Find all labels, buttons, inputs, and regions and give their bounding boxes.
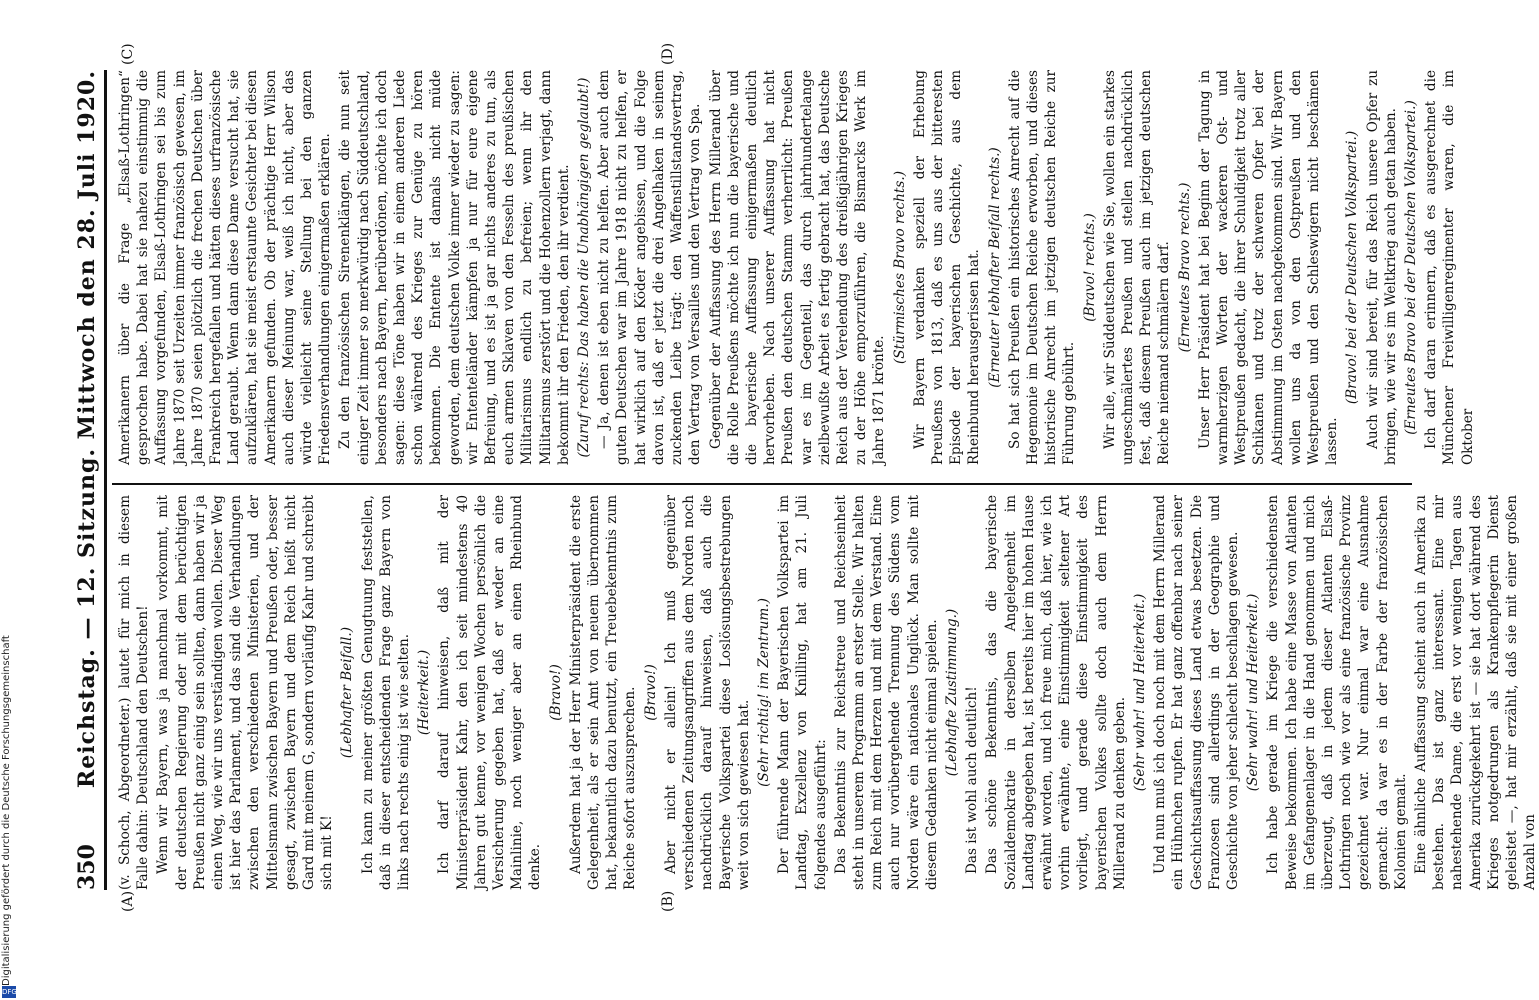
margin-marker-d: (D) [660,42,676,65]
paragraph: Außerdem hat ja der Herr Ministerpräsident die erste Gelegenheit, als er sein Amt von neuem übernommen hat, bekanntlich dazu benutzt, ein Treuebekenntnis zum Reiche sofort auszusprechen. [567,495,639,890]
paragraph: Amerikanern über die Frage „Elsaß-Lothringen“ gesprochen habe. Dabei hat sie nahezu einstimmig die Auffassung vorgefunden, Elsaß-Lothringen sei bis zum Jahre 1870 seit Urzeiten immer französisch gewesen, im Jahre 1870 seien plötzlich die frechen Deutschen über Frankreich hergefallen und hätten dieses urfranzösische Land geraubt. Wenn dann diese Dame versucht hat, sie aufzuklären, hat sie meist erstaunte Gesichter bei diesen Amerikanern gefunden. Ob der prächtige Herr Wilson auch dieser Meinung war, weiß ich nicht, aber das würde vielleicht seine Stellung bei den ganzen Friedensverhandlungen einigermaßen erklären. [117,70,334,465]
paragraph: Ich habe gerade im Kriege die verschiedensten Beweise bekommen. Ich habe eine Masse von Atlanten im Gefangenenlager in die Hand genommen und mich überzeugt, daß in jedem dieser Atlanten Elsaß-Lothringen noch wie vor als eine französische Provinz gezeichnet war. Nur einmal war eine Ausnahme gemacht: da war es in der Farbe der französischen Kolonien gemalt. [1265,495,1409,890]
paragraph: Wenn wir Bayern, was ja manchmal vorkommt, mit der deutschen Regierung oder mit dem berüchtigten Preußen nicht ganz einig sein sollten, dann haben wir ja einen Weg, wie wir uns verständigen wollen. Dieser Weg ist hier das Parlament, und das sind die Verhandlungen zwischen den verschiedenen Ministerien, und der Mittelsmann zwischen Bayern und Preußen oder, besser gesagt, zwischen Bayern und dem Reich heißt nicht Gard mit meinem G, sondern vorläufig Kahr und schreibt sich mit K! [155,495,336,890]
paragraph: Ich darf daran erinnern, daß es ausgerechnet die Münchener Freiwilligenregimenter waren, die im Oktober [1423,70,1476,465]
paragraph: Auch wir sind bereit, für das Reich unsere Opfer zu bringen, wie wir es im Weltkrieg auch getan haben. [1364,70,1399,465]
interjection: (Erneutes Bravo bei der Deutschen Volkspartei.) [1403,100,1420,435]
interjection: (Stürmisches Bravo rechts.) [891,171,908,365]
interjection: (Sehr wahr! und Heiterkeit.) [1131,593,1148,792]
page-number: 350 [74,844,100,890]
column-divider [112,483,1412,485]
paragraph: Ich kann zu meiner größten Genugtuung feststellen, daß in dieser entscheidenden Frage ganz Bayern von links nach rechts einig ist wie selten. [359,495,413,890]
paragraph: Eine ähnliche Auffassung scheint auch in Amerika zu bestehen. Das ist ganz interessant. Eine mir nahestehende Dame, die erst vor wenigen Tagen aus Amerika zurückgekehrt ist — sie hat dort während des Krieges notgedrungen als Krankenpflegerin Dienst geleistet —, hat mir erzählt, daß sie mit einer großen Anzahl von [1413,495,1539,890]
interjection: (Heiterkeit.) [416,649,433,736]
interjection: (Bravo! bei der Deutschen Volkspartei.) [1344,130,1361,405]
interjection: (Zuruf rechts: Das haben die Unabhängigen geglaubt!) [576,77,593,458]
paragraph: Der führende Mann der Bayerischen Volkspartei im Landtag, Exzellenz von Knilling, hat am 21. Juli folgendes ausgeführt: [776,495,829,890]
paragraph: — Ja, denen ist eben nicht zu helfen. Aber auch dem guten Deutschen war im Jahre 1918 nicht zu helfen, er hat wirklich auf den Köder angebissen, und die Folge davon ist, daß er jetzt die drei Angelhaken in seinem zuckenden Leibe trägt: den Waffenstillstandsvertrag, den Vertrag von Versailles und den Vertrag von Spa. [596,70,704,465]
interjection: (Lebhafte Zustimmung.) [943,608,960,777]
paragraph: Gegenüber der Auffassung des Herrn Millerand über die Rolle Preußens möchte ich nun die bayerische und die bayerische Auffassung einigermaßen deutlich hervorheben. Nach unserer Auffassung hat nicht Preußen den deutschen Stamm verherrlicht: Preußen war es im Gegenteil, das durch jahrhundertelange zielbewußte Arbeit es fertig gebracht hat, das Deutsche Reich aus der Verelendung des dreißigjährigen Krieges zu der Höhe emporzuführen, die Bismarcks Werk im Jahre 1871 krönte. [707,70,888,465]
paragraph: Das ist wohl auch deutlich! [964,686,981,874]
paragraph: Wir Bayern verdanken speziell der Erhebung Preußens von 1813, daß es uns aus der bitteresten Episode der bayerischen Geschichte, aus dem Rheinbund herausgerissen hat. [911,70,983,465]
margin-marker-b: (B) [660,890,676,912]
paragraph: Zu den französischen Sirenenklängen, die nun seit einiger Zeit immer so merkwürdig nach Süddeutschland, besonders nach Bayern, herüberdönen, möchte ich doch sagen: diese Töne haben wir in einem anderen Liede schon während des Krieges zur Genüge zu hören bekommen. Die Entente ist damals nicht müde geworden, dem deutschen Volke immer wieder zu sagen: wir Ententeländer kämpfen ja nur für eure eigene Befreiung, und es ist ja gar nichts anderes zu tun, als euch armen Sklaven von den Fesseln des preußischen Militarismus endlich zu befreien; wenn ihr den Militarismus zerstört und die Hohenzollern verjagt, dann bekommt ihr den Frieden, den ihr verdient. [337,70,572,465]
interjection: (Sehr wahr! und Heiterkeit.) [1245,593,1262,792]
right-column [116,70,1476,465]
interjection: (Erneutes Bravo rechts.) [1176,182,1193,353]
margin-marker-c: (C) [120,43,136,65]
interjection: (Lebhafter Beifall.) [339,626,356,759]
paragraph: Ich darf darauf hinweisen, daß mit der Ministerpräsident Kahr, den ich seit mindestens 40 Jahren gut kenne, vor wenigen Wochen persönlich die Versicherung gegeben hat, daß er weder an eine Mainlinie, noch weniger aber an einen Rheinbund denke. [436,495,544,890]
paragraph: (v. Schoch, Abgeordneter.) lautet für mich in diesem Falle dahin: Deutschland den Deutschen! [117,495,152,890]
page-title: Reichstag. — 12. Sitzung. Mittwoch den 28. Juli 1920. [74,70,100,789]
margin-marker-a: (A) [120,890,136,912]
paragraph: Aber nicht er allein! Ich muß gegenüber verschiedenen Zeitungsangriffen aus dem Norden noch nachdrücklich darauf hinweisen, daß auch die Bayerische Volkspartei diese Loslösungsbestrebungen weit von sich gewiesen hat. [662,495,752,890]
paragraph: So hat sich Preußen ein historisches Anrecht auf die Hegemonie im Deutschen Reiche erworben, und dieses historische Anrecht im jetzigen deutschen Reiche zur Führung gebührt. [1006,70,1078,465]
document-page [40,0,1539,1000]
interjection: (Erneuter lebhafter Beifall rechts.) [986,147,1003,388]
interjection: (Sehr richtig! im Zentrum.) [755,598,772,787]
interjection: (Bravo!) [547,664,564,721]
interjection: (Bravo! rechts.) [1081,213,1098,322]
paragraph: Das Bekenntnis zur Reichstreue und Reichseinheit steht in unserem Programm an erster Stelle. Wir halten zum Reich mit dem Herzen und mit dem Verstand. Eine auch nur vorübergehende Trennung des Südens vom Norden wäre ein nationales Unglück. Man sollte mit diesem Gedanken nicht einmal spielen. [832,495,940,890]
digitization-note: Digitalisierung gefördert durch die Deutsche Forschungsgemeinschaft [1,635,12,986]
left-column [116,495,1539,890]
paragraph: Unser Herr Präsident hat bei Beginn der Tagung in warmherzigen Worten der wackeren Ost- und Westpreußen gedacht, die ihrer Schuldigkeit trotz aller Schikanen und trotz der schweren Opfer bei der Abstimmung im Osten nachgekommen sind. Wir Bayern wollen uns da von den Ostpreußen und den Westpreußen und den Schleswigern nicht beschämen lassen. [1196,70,1341,465]
paragraph: Das schöne Bekenntnis, das die bayerische Sozialdemokratie in derselben Angelegenheit im Landtag abgegeben hat, ist bereits hier im hohen Hause erwähnt worden, und ich freue mich, daß hier, wie ich vorhin erwähnte, eine Einstimmigkeit seltener Art vorliegt, und gerade diese Einstimmigkeit des bayerischen Volkes sollte doch auch dem Herrn Millerand zu denken geben. [984,495,1128,890]
paragraph: Und nun muß ich doch noch mit dem Herrn Millerand ein Hühnchen rupfen. Er hat ganz offenbar nach seiner Geschichtsauffassung dieses Land etwas besetzen. Die Franzosen sind allerdings in der Geographie und Geschichte von jeher schlecht beschlagen gewesen. [1152,495,1241,890]
dfg-logo: DFG [2,988,17,996]
paragraph: Wir alle, wir Süddeutschen wie Sie, wollen ein starkes ungeschmälertes Preußen und stellen nachdrücklich fest, daß diesem Preußen auch im jetzigen deutschen Reiche niemand schmälern darf. [1101,70,1173,465]
interjection: (Bravo!) [642,664,659,721]
page-header [60,70,107,890]
